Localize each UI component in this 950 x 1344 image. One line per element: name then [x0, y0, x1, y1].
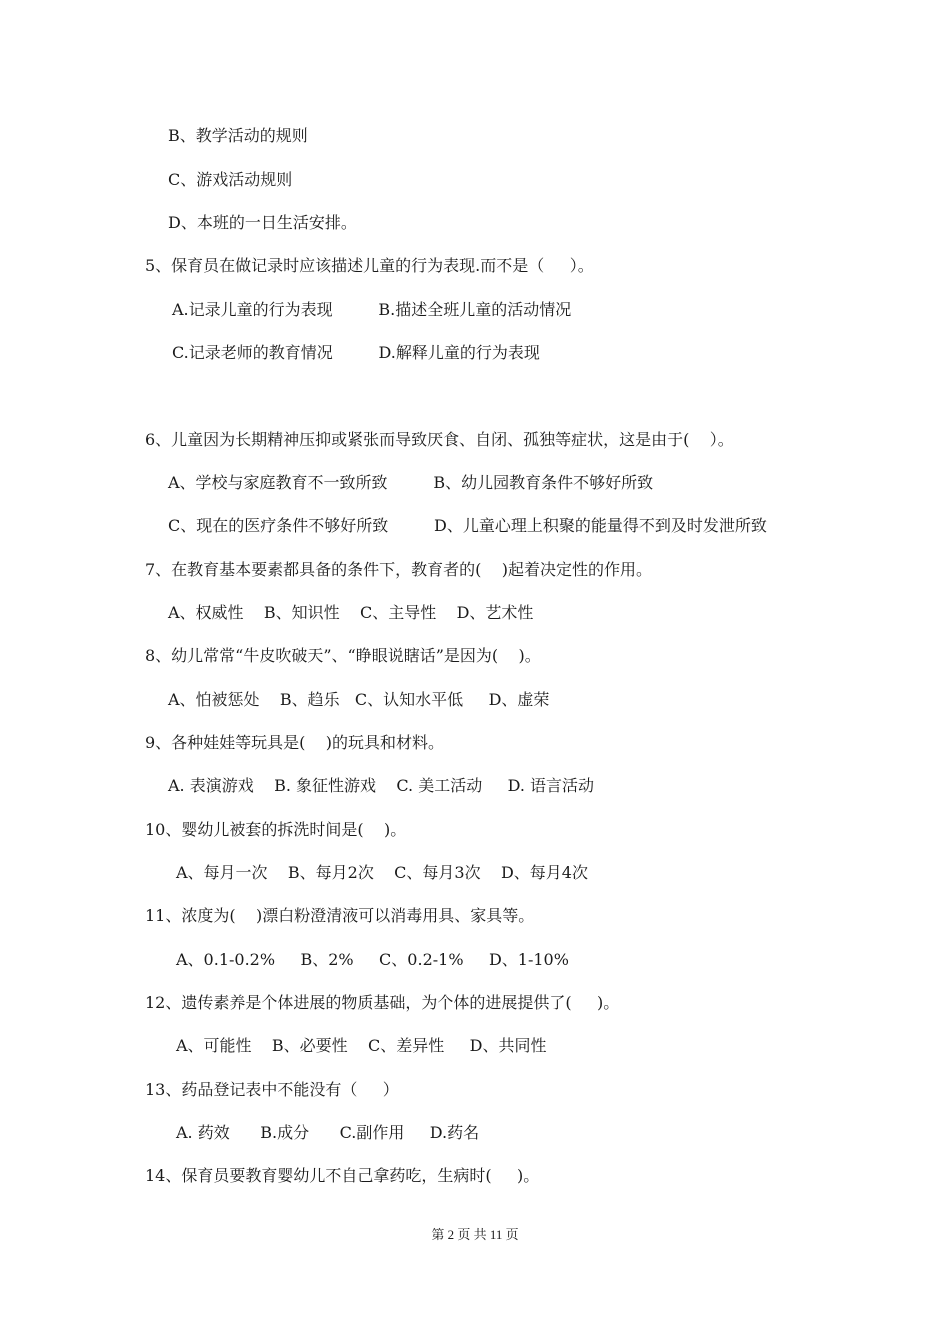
question-14: 14、保育员要教育婴幼儿不自己拿药吃，生病时( )。	[145, 1166, 540, 1185]
option-line: C、游戏活动规则	[168, 170, 293, 189]
option-line: A、学校与家庭教育不一致所致 B、幼儿园教育条件不够好所致	[168, 473, 654, 492]
option-line: A. 表演游戏 B. 象征性游戏 C. 美工活动 D. 语言活动	[168, 776, 595, 795]
option-line: A. 药效 B.成分 C.副作用 D.药名	[176, 1123, 480, 1142]
option-line: D、本班的一日生活安排。	[168, 213, 357, 232]
option-line: A、可能性 B、必要性 C、差异性 D、共同性	[176, 1036, 547, 1055]
question-11: 11、浓度为( )漂白粉澄清液可以消毒用具、家具等。	[145, 906, 535, 925]
question-8: 8、幼儿常常“牛皮吹破天”、“睁眼说瞎话”是因为( )。	[145, 646, 541, 665]
question-12: 12、遗传素养是个体进展的物质基础，为个体的进展提供了( )。	[145, 993, 620, 1012]
option-line: A、每月一次 B、每月2次 C、每月3次 D、每月4次	[176, 863, 588, 882]
question-10: 10、婴幼儿被套的拆洗时间是( )。	[145, 820, 407, 839]
option-line: C.记录老师的教育情况 D.解释儿童的行为表现	[172, 343, 540, 362]
option-line: C、现在的医疗条件不够好所致 D、儿童心理上积聚的能量得不到及时发泄所致	[168, 516, 767, 535]
option-line: A.记录儿童的行为表现 B.描述全班儿童的活动情况	[172, 300, 572, 319]
page-number-footer: 第 2 页 共 11 页	[431, 1227, 519, 1242]
question-5: 5、保育员在做记录时应该描述儿童的行为表现.而不是（ ）。	[145, 256, 594, 275]
question-7: 7、在教育基本要素都具备的条件下，教育者的( )起着决定性的作用。	[145, 560, 653, 579]
option-line: A、权威性 B、知识性 C、主导性 D、艺术性	[168, 603, 534, 622]
option-line: B、教学活动的规则	[168, 126, 308, 145]
option-line: A、0.1-0.2% B、2% C、0.2-1% D、1-10%	[176, 950, 569, 969]
option-line: A、怕被惩处 B、趋乐 C、认知水平低 D、虚荣	[168, 690, 550, 709]
question-13: 13、药品登记表中不能没有（ ）	[145, 1080, 399, 1099]
question-6: 6、儿童因为长期精神压抑或紧张而导致厌食、自闭、孤独等症状，这是由于( ）。	[145, 430, 734, 449]
question-9: 9、各种娃娃等玩具是( )的玩具和材料。	[145, 733, 445, 752]
